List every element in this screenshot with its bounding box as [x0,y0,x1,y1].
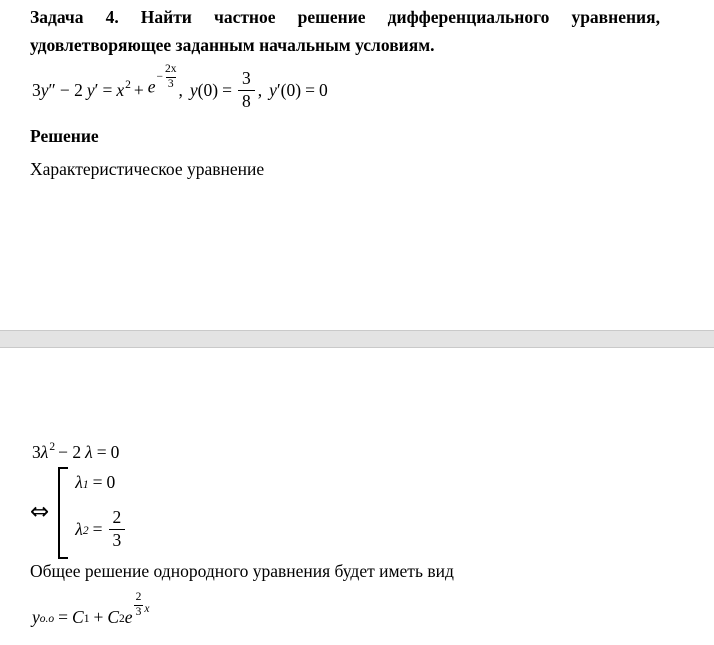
char-lambda2: λ [85,441,93,462]
ode-equals2: = [222,79,232,100]
ode-plus: + [133,79,144,100]
page-separator [0,330,714,348]
ode-y1: y [40,79,49,100]
ode-arg1: (0) [197,79,219,100]
gen-e: e [124,606,133,627]
gen-y: y [32,606,40,627]
ode-exponent: − $\frac{2x}{3}$ [156,63,177,90]
gen-plus: + [93,606,104,627]
ode-coef: 3 [32,79,41,100]
ode-exponential: e − $\frac{2x}{3}$ [147,63,177,97]
gen-exponent: 2 3 x [135,591,150,618]
ode-comma2: , [257,79,263,100]
solution-heading: Решение [30,126,99,146]
task-title-line1: Задача 4. Найти частное решение дифференциального уравнения, [30,7,660,27]
gen-exponent-fraction: 2 3 [135,591,142,618]
characteristic-equation-label: Характеристическое уравнение [30,159,265,179]
ode-equals1: = [102,79,113,100]
char-coef: 3 [32,441,41,462]
gen-c2-sub: 2 [119,613,125,625]
root-2-fraction: $\frac{2}{3}$ [109,507,126,552]
gen-c1: C [72,606,84,627]
root-2: λ $_2$ = $\frac{2}{3}$ [75,507,127,552]
ode-dprime: ″ [48,79,56,100]
ode-y2: y [86,79,95,100]
ode-x-squared: $x^2$ [116,78,131,100]
initial-condition-fraction: $\frac{3}{8}$ [238,68,255,113]
char-equals: = [96,441,107,462]
char-lambda-squared: $\lambda^2$ [40,440,56,462]
ode-exponent-fraction: $\frac{2x}{3}$ [165,63,177,90]
root-1: λ $_1$ = 0 [75,472,116,492]
ode-y4: y [269,79,277,100]
ode-prime2: ′ [276,79,281,100]
task-title [30,3,660,59]
general-solution-text: Общее решение однородного уравнения будет иметь вид [30,561,454,581]
ode-equals3: = [305,79,315,100]
equation-roots-system [30,467,127,559]
ode-arg2: (0) [280,79,302,100]
equation-general-solution [32,591,150,640]
ode-minus: − 2 [59,79,83,100]
equation-ode [32,62,328,118]
gen-equals: = [58,606,69,627]
char-minus: − 2 [58,441,82,462]
gen-c1-sub: 1 [83,613,90,625]
cases-bracket [58,467,127,559]
ode-prime: ′ [94,79,99,100]
ode-comma1: , [178,79,183,100]
ode-zero: 0 [318,79,328,100]
task-title-line2: удовлетворяющее заданным начальным условиям. [30,35,435,55]
equation-characteristic [32,440,119,464]
char-zero: 0 [110,441,120,462]
gen-c2: C [107,606,120,627]
gen-y-sub: о.о [39,613,55,625]
iff-arrow-icon: ⇔ [30,499,50,526]
ode-y3: y [189,79,198,100]
